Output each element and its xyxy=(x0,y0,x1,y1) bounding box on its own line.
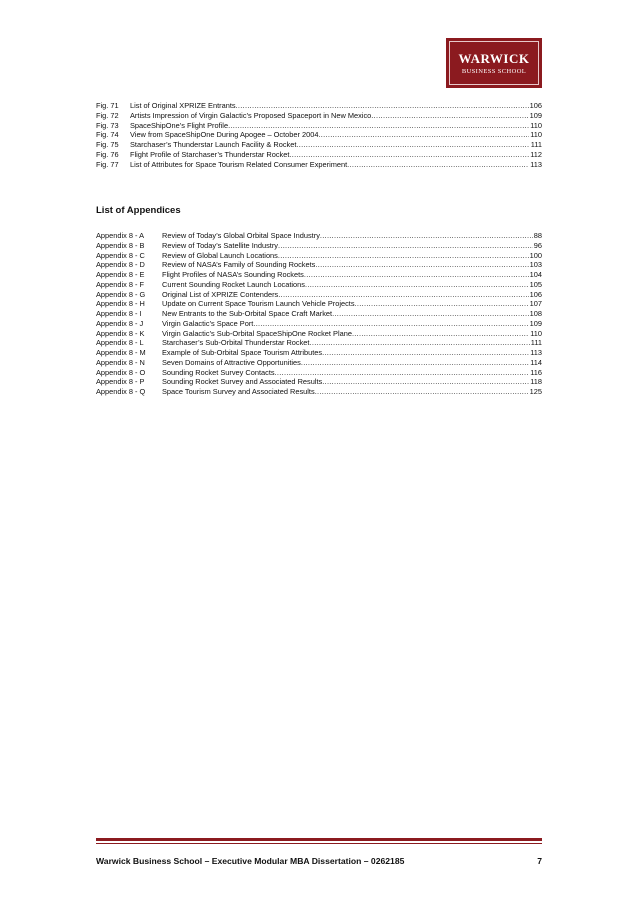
appendix-title: Original List of XPRIZE Contenders xyxy=(162,289,279,299)
appendix-entry[interactable] xyxy=(96,358,542,368)
appendix-label: Appendix 8 - N xyxy=(96,357,145,367)
appendix-entry[interactable] xyxy=(96,377,542,387)
dot-leader xyxy=(322,348,529,358)
page-number: 7 xyxy=(537,856,542,866)
figure-entry[interactable] xyxy=(96,111,542,121)
figure-label: Fig. 77 xyxy=(96,159,119,169)
figure-label: Fig. 76 xyxy=(96,149,119,159)
footer-text: Warwick Business School – Executive Modular MBA Dissertation – 0262185 xyxy=(96,856,405,866)
appendix-label: Appendix 8 - E xyxy=(96,270,145,279)
appendix-title: New Entrants to the Sub-Orbital Space Craft Market xyxy=(162,309,333,318)
appendix-entry[interactable] xyxy=(96,309,542,319)
appendix-entry[interactable] xyxy=(96,280,542,290)
appendix-entry[interactable] xyxy=(96,387,542,397)
appendix-label: Appendix 8 - P xyxy=(96,377,145,387)
list-of-figures xyxy=(96,101,542,169)
dot-leader xyxy=(315,260,528,270)
appendix-page: 104 xyxy=(529,270,542,279)
dot-leader xyxy=(278,290,528,300)
appendix-page: 113 xyxy=(530,348,542,357)
figure-title: Artists Impression of Virgin Galactic’s Proposed Spaceport in New Mexico xyxy=(130,110,372,120)
logo-frame xyxy=(449,41,539,85)
appendix-page: 111 xyxy=(530,338,542,348)
appendix-label: Appendix 8 - Q xyxy=(96,387,146,396)
appendix-title: Virgin Galactic’s Space Port xyxy=(162,318,254,328)
appendix-page: 114 xyxy=(530,357,542,367)
appendix-label: Appendix 8 - B xyxy=(96,240,145,250)
appendix-label: Appendix 8 - M xyxy=(96,348,146,357)
appendix-title: Space Tourism Survey and Associated Results xyxy=(162,387,315,396)
appendix-label: Appendix 8 - C xyxy=(96,250,145,260)
dot-leader xyxy=(309,338,529,348)
appendix-page: 107 xyxy=(529,299,542,309)
appendix-title: Sounding Rocket Survey and Associated Results xyxy=(162,377,323,387)
appendix-entry[interactable] xyxy=(96,260,542,270)
figure-title: List of Original XPRIZE Entrants xyxy=(130,101,236,110)
dot-leader xyxy=(315,387,529,397)
figure-page: 110 xyxy=(530,130,542,140)
figure-title: SpaceShipOne’s Flight Profile xyxy=(130,120,229,130)
figure-page: 109 xyxy=(529,110,542,120)
appendix-label: Appendix 8 - D xyxy=(96,260,145,270)
appendix-entry[interactable] xyxy=(96,368,542,378)
dot-leader xyxy=(289,150,529,160)
dot-leader xyxy=(322,377,529,387)
appendix-title: Example of Sub-Orbital Space Tourism Attributes xyxy=(162,348,323,357)
appendix-title: Review of Today’s Satellite Industry xyxy=(162,240,278,250)
figure-label: Fig. 74 xyxy=(96,130,119,140)
appendix-entry[interactable] xyxy=(96,329,542,339)
list-of-appendices xyxy=(96,231,542,397)
appendix-entry[interactable] xyxy=(96,319,542,329)
figure-entry[interactable] xyxy=(96,130,542,140)
dot-leader xyxy=(253,319,528,329)
figure-entry[interactable] xyxy=(96,101,542,111)
figure-label: Fig. 72 xyxy=(96,110,119,120)
appendix-page: 106 xyxy=(529,289,542,299)
dot-leader xyxy=(352,329,529,339)
appendix-page: 110 xyxy=(530,328,542,338)
figure-label: Fig. 75 xyxy=(96,140,119,149)
figure-page: 110 xyxy=(530,120,542,130)
appendix-title: Update on Current Space Tourism Launch Vehicle Projects xyxy=(162,299,355,309)
dot-leader xyxy=(320,231,533,241)
figure-title: Starchaser’s Thunderstar Launch Facility & Rocket xyxy=(130,140,297,149)
appendix-label: Appendix 8 - L xyxy=(96,338,144,348)
appendix-label: Appendix 8 - K xyxy=(96,328,145,338)
dot-leader xyxy=(355,299,529,309)
appendix-title: Starchaser’s Sub-Orbital Thunderstar Rocket xyxy=(162,338,310,348)
dot-leader xyxy=(275,368,530,378)
appendix-entry[interactable] xyxy=(96,290,542,300)
appendix-page: 100 xyxy=(529,250,542,260)
appendix-page: 103 xyxy=(529,260,542,270)
dot-leader xyxy=(228,121,529,131)
appendix-page: 109 xyxy=(529,318,542,328)
appendix-label: Appendix 8 - O xyxy=(96,367,146,377)
figure-entry[interactable] xyxy=(96,121,542,131)
figure-page: 106 xyxy=(529,101,542,110)
warwick-business-school-logo xyxy=(446,38,542,88)
appendix-title: Review of Global Launch Locations xyxy=(162,250,278,260)
dot-leader xyxy=(304,270,529,280)
dot-leader xyxy=(278,241,533,251)
appendix-title: Review of Today’s Global Orbital Space Industry xyxy=(162,231,320,240)
appendix-title: Review of NASA’s Family of Sounding Rockets xyxy=(162,260,316,270)
dot-leader xyxy=(296,140,529,150)
dot-leader xyxy=(371,111,528,121)
dot-leader xyxy=(278,251,529,261)
footer-rule-thin xyxy=(96,843,542,844)
appendix-page: 125 xyxy=(529,387,542,396)
appendix-entry[interactable] xyxy=(96,251,542,261)
dot-leader xyxy=(301,358,529,368)
appendix-entry[interactable] xyxy=(96,241,542,251)
dot-leader xyxy=(236,101,529,111)
footer-rule-thick xyxy=(96,838,542,841)
appendix-entry[interactable] xyxy=(96,270,542,280)
figure-title: View from SpaceShipOne During Apogee – October 2004 xyxy=(130,130,319,140)
appendix-label: Appendix 8 - H xyxy=(96,299,145,309)
appendix-label: Appendix 8 - I xyxy=(96,309,142,318)
appendix-entry[interactable] xyxy=(96,338,542,348)
figure-page: 113 xyxy=(530,159,542,169)
appendix-page: 116 xyxy=(530,367,542,377)
appendix-title: Seven Domains of Attractive Opportunities xyxy=(162,357,301,367)
figure-page: 111 xyxy=(530,140,542,149)
appendix-title: Current Sounding Rocket Launch Locations xyxy=(162,279,305,289)
logo-subtitle: BUSINESS SCHOOL xyxy=(461,67,527,75)
appendix-title: Virgin Galactic’s Sub-Orbital SpaceShipOne Rocket Plane xyxy=(162,328,352,338)
appendix-label: Appendix 8 - A xyxy=(96,231,145,240)
appendix-label: Appendix 8 - F xyxy=(96,279,145,289)
dot-leader xyxy=(318,130,529,140)
appendix-page: 108 xyxy=(529,309,542,318)
figure-page: 112 xyxy=(530,149,542,159)
figure-entry[interactable] xyxy=(96,140,542,150)
figure-entry[interactable] xyxy=(96,160,542,170)
appendix-label: Appendix 8 - G xyxy=(96,289,146,299)
appendix-page: 105 xyxy=(529,279,542,289)
logo-wordmark: WARWICK xyxy=(458,50,530,66)
figure-title: Flight Profile of Starchaser’s Thunderstar Rocket xyxy=(130,149,290,159)
figure-label: Fig. 71 xyxy=(96,101,119,110)
figure-title: List of Attributes for Space Tourism Related Consumer Experiment xyxy=(130,159,348,169)
appendix-page: 118 xyxy=(530,377,542,387)
appendix-entry[interactable] xyxy=(96,231,542,241)
appendix-title: Flight Profiles of NASA’s Sounding Rockets xyxy=(162,270,304,279)
figure-entry[interactable] xyxy=(96,150,542,160)
appendices-heading: List of Appendices xyxy=(96,205,181,216)
appendix-entry[interactable] xyxy=(96,299,542,309)
dot-leader xyxy=(347,160,529,170)
appendix-page: 96 xyxy=(533,240,542,250)
appendix-title: Sounding Rocket Survey Contacts xyxy=(162,367,275,377)
figure-label: Fig. 73 xyxy=(96,120,119,130)
appendix-label: Appendix 8 - J xyxy=(96,318,144,328)
appendix-entry[interactable] xyxy=(96,348,542,358)
appendix-page: 88 xyxy=(533,231,542,240)
dot-leader xyxy=(332,309,529,319)
dot-leader xyxy=(305,280,529,290)
